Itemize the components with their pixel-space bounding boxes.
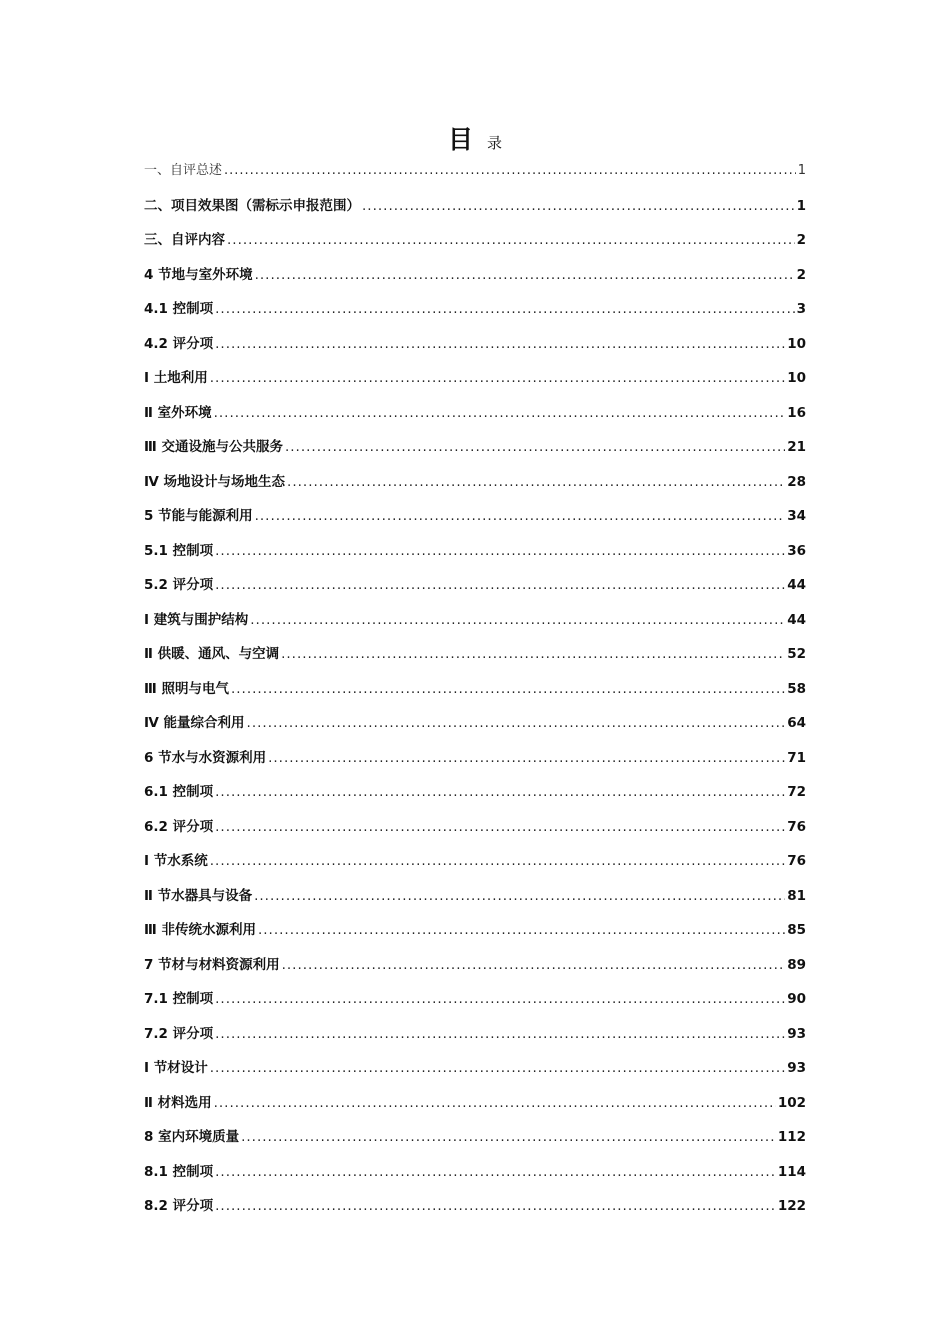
toc-entry-label: Ⅰ 节材设计 [144,1060,208,1076]
toc-entry-label: 8.2 评分项 [144,1198,214,1214]
toc-entry-label: 4.2 评分项 [144,335,214,352]
toc-entry-label: Ⅰ 节水系统 [144,853,208,869]
toc-entry-page-number: 34 [787,508,806,524]
toc-dot-leader [215,777,785,807]
toc-dot-leader [215,536,785,566]
toc-entry[interactable] [144,536,806,571]
toc-dot-leader [210,846,785,876]
toc-dot-leader [255,260,795,290]
toc-entry-page-number: 93 [787,1025,806,1042]
toc-entry[interactable] [144,1157,806,1192]
toc-entry-page-number: 21 [787,439,806,455]
toc-dot-leader [215,984,785,1014]
toc-entry-label: 6.2 评分项 [144,818,214,835]
toc-entry[interactable] [144,812,806,847]
toc-entry-label: Ⅱ 室外环境 [144,404,212,421]
toc-entry-label: Ⅲ 照明与电气 [144,680,229,697]
toc-entry[interactable] [144,501,806,536]
toc-entry-label: 4 节地与室外环境 [144,266,253,283]
table-of-contents [144,156,806,1226]
toc-entry-label: 5.2 评分项 [144,577,214,593]
toc-entry[interactable] [144,639,806,674]
toc-entry-page-number: 2 [796,232,806,248]
toc-entry[interactable] [144,191,806,226]
toc-dot-leader [215,294,794,324]
toc-dot-leader [231,674,785,704]
toc-title [0,120,950,156]
toc-title-sub: 录 [487,134,503,152]
toc-entry-label: 6.1 控制项 [144,784,214,800]
toc-entry-page-number: 122 [777,1198,806,1214]
toc-dot-leader [247,708,786,738]
toc-dot-leader [281,639,785,669]
toc-entry-page-number: 3 [796,301,806,317]
toc-dot-leader [210,363,785,393]
toc-entry-label: 8 室内环境质量 [144,1129,240,1145]
toc-entry[interactable] [144,467,806,502]
toc-entry-label: Ⅱ 供暖、通风、与空调 [144,646,280,662]
toc-entry-page-number: 28 [787,473,806,490]
toc-dot-leader [250,605,785,635]
toc-entry-page-number: 90 [787,991,806,1007]
toc-dot-leader [255,501,786,531]
toc-dot-leader [287,467,785,497]
toc-entry-label: 7 节材与材料资源利用 [144,956,280,973]
toc-entry[interactable] [144,1088,806,1123]
toc-entry[interactable] [144,1019,806,1054]
toc-entry[interactable] [144,984,806,1019]
toc-entry[interactable] [144,1191,806,1226]
toc-entry-label: 8.1 控制项 [144,1163,214,1180]
toc-entry-page-number: 89 [787,956,806,973]
toc-dot-leader [254,881,785,911]
toc-entry[interactable] [144,950,806,985]
toc-entry-page-number: 102 [777,1094,806,1111]
toc-dot-leader [215,1019,785,1049]
toc-dot-leader [214,398,786,428]
toc-entry-page-number: 81 [787,887,806,904]
toc-entry[interactable] [144,329,806,364]
toc-entry-label: Ⅰ 建筑与围护结构 [144,611,249,628]
toc-dot-leader [210,1053,785,1083]
toc-dot-leader [285,432,785,462]
toc-dot-leader [227,225,795,255]
toc-entry-label: Ⅲ 非传统水源利用 [144,922,256,938]
toc-entry-label: 一、自评总述 [144,163,223,178]
toc-entry-label: Ⅲ 交通设施与公共服务 [144,439,283,455]
toc-entry-label: 5 节能与能源利用 [144,508,253,524]
toc-entry-label: 三、自评内容 [144,232,225,248]
toc-entry-page-number: 58 [787,680,806,697]
toc-entry[interactable] [144,708,806,743]
toc-entry-label: Ⅰ 土地利用 [144,370,208,386]
toc-entry-page-number: 10 [787,335,806,352]
toc-entry[interactable] [144,777,806,812]
toc-entry-page-number: 71 [787,749,806,766]
toc-entry-label: Ⅱ 材料选用 [144,1094,212,1111]
toc-entry-page-number: 36 [787,542,806,559]
toc-dot-leader [282,950,786,980]
toc-entry[interactable] [144,363,806,398]
toc-entry-label: Ⅳ 场地设计与场地生态 [144,473,286,490]
toc-title-main: 目 [447,125,475,154]
toc-dot-leader [214,1088,776,1118]
toc-entry[interactable] [144,156,806,191]
toc-entry[interactable] [144,743,806,778]
toc-entry[interactable] [144,432,806,467]
toc-entry-label: 6 节水与水资源利用 [144,749,267,766]
toc-dot-leader [215,570,785,600]
toc-entry-page-number: 2 [796,266,806,283]
toc-entry-label: 5.1 控制项 [144,542,214,559]
toc-entry[interactable] [144,881,806,916]
toc-entry[interactable] [144,570,806,605]
toc-entry-page-number: 10 [787,370,806,386]
toc-entry-page-number: 93 [787,1060,806,1076]
toc-entry-page-number: 16 [787,404,806,421]
toc-entry-page-number: 72 [787,784,806,800]
toc-entry-page-number: 44 [787,577,806,593]
toc-entry-page-number: 44 [787,611,806,628]
toc-entry-label: Ⅳ 能量综合利用 [144,715,245,731]
toc-entry[interactable] [144,674,806,709]
toc-entry-page-number: 64 [787,715,806,731]
toc-entry[interactable] [144,1122,806,1157]
toc-entry-label: 4.1 控制项 [144,301,214,317]
toc-entry[interactable] [144,294,806,329]
toc-entry-page-number: 52 [787,646,806,662]
toc-entry-page-number: 114 [777,1163,806,1180]
toc-dot-leader [258,915,785,945]
toc-entry-label: Ⅱ 节水器具与设备 [144,887,253,904]
toc-entry-page-number: 85 [787,922,806,938]
toc-dot-leader [215,1191,776,1221]
toc-entry[interactable] [144,846,806,881]
toc-entry[interactable] [144,260,806,295]
toc-entry-label: 二、项目效果图（需标示申报范围） [144,197,360,214]
toc-dot-leader [215,812,785,842]
toc-entry-page-number: 1 [797,163,806,178]
toc-dot-leader [215,329,785,359]
toc-dot-leader [241,1122,776,1152]
toc-entry-label: 7.2 评分项 [144,1025,214,1042]
toc-entry-page-number: 76 [787,853,806,869]
toc-dot-leader [268,743,785,773]
toc-entry[interactable] [144,915,806,950]
toc-dot-leader [224,156,796,186]
toc-dot-leader [215,1157,776,1187]
toc-entry[interactable] [144,1053,806,1088]
toc-entry[interactable] [144,398,806,433]
toc-entry-page-number: 112 [777,1129,806,1145]
toc-entry-label: 7.1 控制项 [144,991,214,1007]
toc-dot-leader [362,191,795,221]
toc-entry-page-number: 1 [796,197,806,214]
toc-entry[interactable] [144,225,806,260]
toc-entry[interactable] [144,605,806,640]
toc-entry-page-number: 76 [787,818,806,835]
